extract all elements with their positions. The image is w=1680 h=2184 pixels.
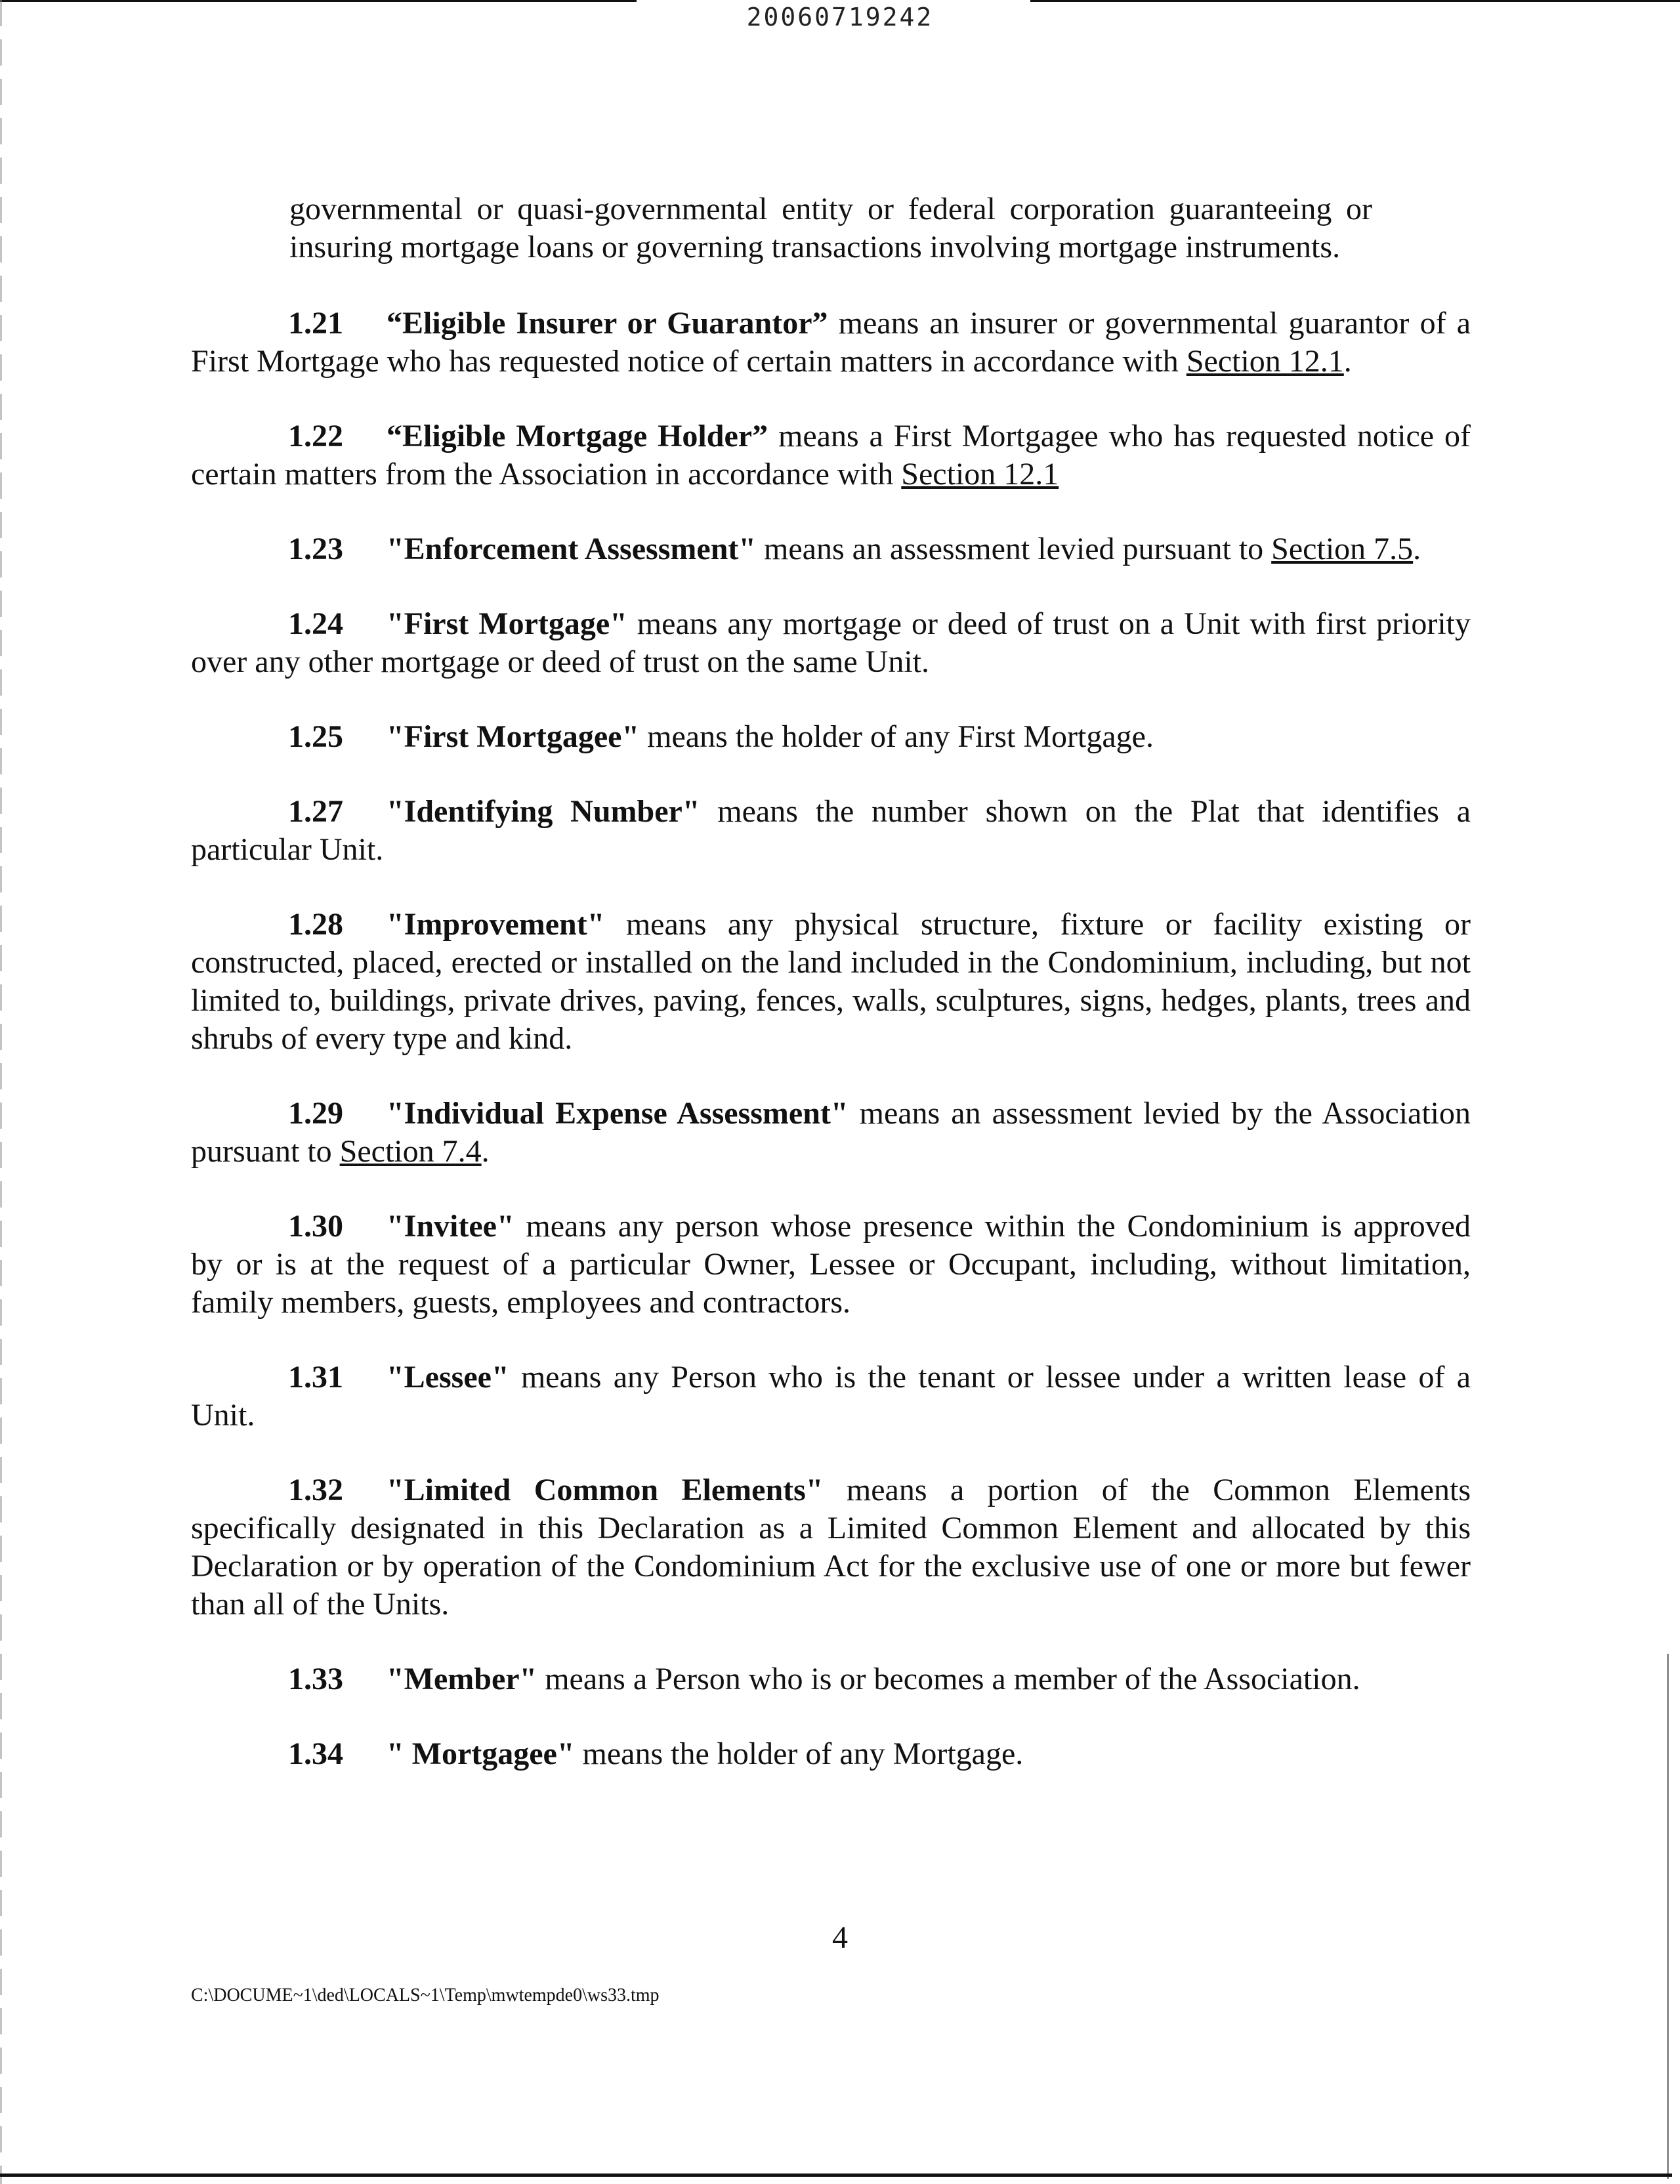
defined-term: "Limited Common Elements" — [387, 1473, 824, 1507]
defined-term: “Eligible Insurer or Guarantor” — [387, 306, 828, 341]
top-rule-left — [0, 0, 637, 2]
defined-term: "Lessee" — [387, 1360, 509, 1395]
defined-term: “Eligible Mortgage Holder” — [387, 419, 768, 453]
document-number: 20060719242 — [746, 3, 934, 32]
definition-1-30 — [191, 1208, 1471, 1322]
document-body — [191, 190, 1471, 1810]
section-reference: Section 7.4 — [339, 1134, 482, 1169]
section-number: 1.29 — [288, 1096, 343, 1131]
top-rule-right — [1030, 0, 1680, 2]
section-number: 1.34 — [288, 1736, 343, 1771]
definition-text: means the number shown on the Plat that identifies a particular Unit. — [191, 794, 1471, 867]
footer-file-path: C:\DOCUME~1\ded\LOCALS~1\Temp\mwtempde0\ws33.tmp — [191, 1985, 660, 2006]
defined-term: "Invitee" — [387, 1209, 514, 1244]
definition-1-33 — [191, 1660, 1471, 1698]
scan-left-edge — [0, 0, 2, 2184]
section-reference: Section 12.1 — [901, 457, 1059, 492]
definition-text: means any Person who is the tenant or lessee under a written lease of a Unit. — [191, 1360, 1471, 1433]
scan-right-edge — [1667, 1654, 1669, 2179]
section-number: 1.23 — [288, 532, 343, 566]
definition-text: means a First Mortgagee who has requested notice of certain matters from the Association in accordance with — [191, 419, 1471, 492]
definition-1-32 — [191, 1471, 1471, 1624]
definition-text: means the holder of any First Mortgage. — [639, 719, 1154, 754]
section-number: 1.31 — [288, 1360, 343, 1395]
definition-text: means the holder of any Mortgage. — [574, 1736, 1024, 1771]
section-number: 1.21 — [288, 306, 343, 341]
defined-term: "Member" — [387, 1662, 537, 1696]
continuation-text: governmental or quasi-governmental entity or federal corporation guaranteeing or insuring mortgage loans or governing transactions involving mortgage instruments. — [289, 192, 1372, 264]
page-number: 4 — [832, 1920, 848, 1955]
definition-text: means an assessment levied pursuant to — [756, 532, 1272, 566]
definition-1-28 — [191, 906, 1471, 1058]
definition-1-34 — [191, 1735, 1471, 1773]
section-reference: Section 12.1 — [1186, 344, 1344, 379]
definition-1-22 — [191, 417, 1471, 494]
defined-term: "Identifying Number" — [387, 794, 700, 829]
section-reference: Section 7.5 — [1271, 532, 1414, 566]
section-number: 1.25 — [288, 719, 343, 754]
section-number: 1.30 — [288, 1209, 343, 1244]
section-number: 1.32 — [288, 1473, 343, 1507]
definition-1-31 — [191, 1358, 1471, 1435]
definition-1-23 — [191, 530, 1471, 568]
defined-term: "First Mortgagee" — [387, 719, 640, 754]
section-number: 1.33 — [288, 1662, 343, 1696]
definition-1-24 — [191, 605, 1471, 681]
definition-1-27 — [191, 793, 1471, 869]
section-number: 1.22 — [288, 419, 343, 453]
definition-text: means an assessment levied by the Association pursuant to — [191, 1096, 1471, 1169]
defined-term: "First Mortgage" — [387, 606, 627, 641]
definition-1-25 — [191, 718, 1471, 756]
defined-term: "Enforcement Assessment" — [387, 532, 757, 566]
definition-text: means a Person who is or becomes a member of the Association. — [537, 1662, 1360, 1696]
definition-text: means any mortgage or deed of trust on a Unit with first priority over any other mortgage or deed of trust on the same Unit. — [191, 606, 1471, 679]
section-number: 1.27 — [288, 794, 343, 829]
continuation-paragraph — [191, 190, 1471, 266]
defined-term: " Mortgagee" — [387, 1736, 575, 1771]
defined-term: "Improvement" — [387, 907, 605, 942]
definition-text: means any person whose presence within the Condominium is approved by or is at the request of a particular Owner, Lessee or Occupant, including, without limitation, family members, guests, employees and contractors. — [191, 1209, 1471, 1320]
definition-tail: . — [481, 1134, 490, 1169]
definition-text: means any physical structure, fixture or facility existing or constructed, placed, erected or installed on the land included in the Condominium, including, but not limited to, buildings, private drives, paving, fences, walls, sculptures, signs, hedges, plants, trees and shrubs of every type and kind. — [191, 907, 1471, 1056]
definition-text: means a portion of the Common Elements specifically designated in this Declaration as a Limited Common Element and allocated by this Declaration or by operation of the Condominium Act for the exclusive use of one or more but fewer than all of the Units. — [191, 1473, 1471, 1622]
definition-text: means an insurer or governmental guarantor of a First Mortgage who has requested notice of certain matters in accordance with — [191, 306, 1471, 379]
definition-tail: . — [1343, 344, 1352, 379]
defined-term: "Individual Expense Assessment" — [387, 1096, 849, 1131]
section-number: 1.28 — [288, 907, 343, 942]
definition-1-29 — [191, 1095, 1471, 1171]
bottom-rule — [0, 2174, 1672, 2177]
section-number: 1.24 — [288, 606, 343, 641]
definition-tail: . — [1413, 532, 1421, 566]
definition-1-21 — [191, 304, 1471, 381]
